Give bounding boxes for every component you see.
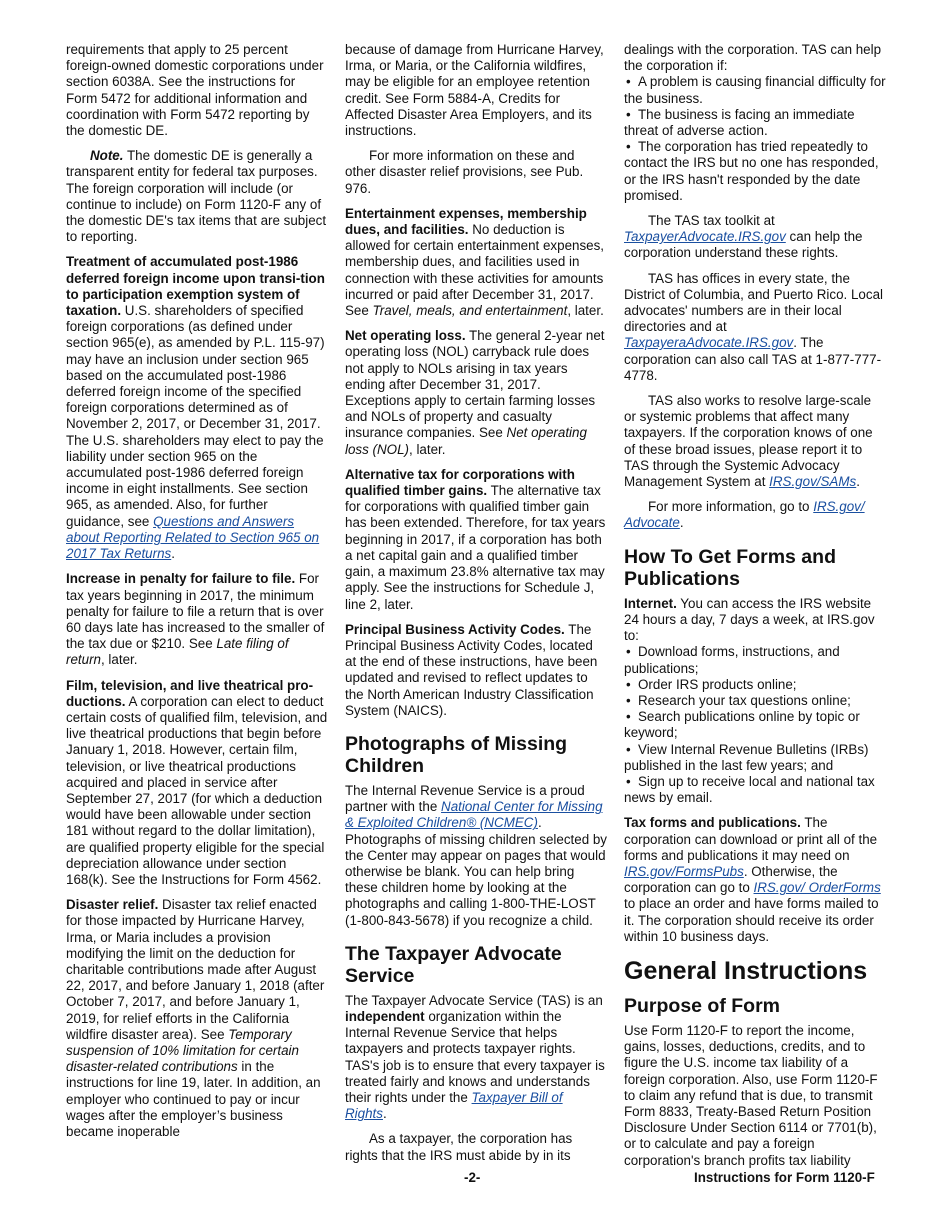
footer-form-name: Instructions for Form 1120-F <box>694 1170 875 1185</box>
entertainment-paragraph: Entertainment expenses, membership dues, and facilities. No deduction is allowed for certain entertainment expenses, membership dues, and facilities used in connection with these activities for amounts incurred or paid after December 31, 2017. See Travel, meals, and entertainment, later. <box>345 205 605 319</box>
list-item: • The business is facing an immediate threat of adverse action. <box>624 107 886 139</box>
paragraph: requirements that apply to 25 percent foreign-owned domestic corporations under section 6038A. See the instructions for Form 5472 for additional information and coordination with Form 5472 reporting by the domestic DE. <box>66 42 324 139</box>
taxpayer-bill-of-rights-link[interactable]: Taxpayer Bill of Rights <box>345 1089 563 1122</box>
film-paragraph: Film, television, and live theatrical pro-ductions. A corporation can elect to deduct certain costs of qualified film, television, and live theatrical productions that begin before January 1, 2018. However, certain film, television, or live theatrical productions acquired and placed in service after September 27, 2017 (for which a deduction would have been allowable under section 181 without regard to the dollar limitation), are qualified property eligible for the special depreciation allowance under section 168(k). See the Instructions for Form 4562. <box>66 677 328 887</box>
paragraph: For more information on these and other disaster relief provisions, see Pub. 976. <box>345 148 584 196</box>
run-in-heading: Net operating loss. <box>345 328 466 344</box>
list-item: • The corporation has tried repeatedly to contact the IRS but no one has responded, or the IRS hasn't responded by the date promised. <box>624 139 886 204</box>
column-1 <box>66 42 328 1149</box>
list-item: • Research your tax questions online; <box>624 693 886 709</box>
section-965-qa-link[interactable]: Questions and Answers about Reporting Related to Section 965 on 2017 Tax Returns <box>66 513 320 562</box>
paragraph: dealings with the corporation. TAS can help the corporation if: <box>624 42 882 74</box>
general-instructions-heading: General Instructions <box>624 956 868 985</box>
missing-children-paragraph: The Internal Revenue Service is a proud partner with the National Center for Missing & Exploited Children® (NCMEC). Photographs of missing children selected by the Center may appear on pages that would otherwise be blank. You can help bring these children home by looking at the photographs and calling 1-800-THE-LOST (1-800-843-5678) if you recognize a child. <box>345 782 608 928</box>
column-2 <box>345 42 607 1173</box>
paragraph: As a taxpayer, the corporation has rights that the IRS must abide by in its <box>345 1131 573 1163</box>
run-in-heading: Disaster relief. <box>66 897 159 913</box>
run-in-heading: Entertainment expenses, membership dues, and facilities. <box>345 205 587 238</box>
list-item: • Sign up to receive local and national tax news by email. <box>624 774 886 806</box>
section-heading-purpose: Purpose of Form <box>624 994 781 1017</box>
more-info-paragraph: For more information, go to IRS.gov/ Advocate. <box>624 499 865 531</box>
nol-paragraph: Net operating loss. The general 2-year net operating loss (NOL) carryback rule does not apply to NOLs arising in tax years ending after December 31, 2017. Exceptions apply to certain farming losses and NOLs of property and casualty insurance companies. See Net operating loss (NOL), later. <box>345 328 605 457</box>
offices-paragraph: TAS has offices in every state, the District of Columbia, and Puerto Rico. Local advocates' numbers are in their local directories and at TaxpayeraAdvocate.IRS.gov. The corporation can also call TAS at 1-877-777-4778. <box>624 270 883 383</box>
tax-forms-paragraph: Tax forms and publications. The corporation can download or print all of the forms and publications it may need on IRS.gov/FormsPubs. Otherwise, the corporation can go to IRS.gov/ OrderForms to place an order and have forms mailed to it. The corporation should receive its order within 10 business days. <box>624 815 881 944</box>
run-in-heading: Increase in penalty for failure to file. <box>66 571 296 587</box>
paragraph: because of damage from Hurricane Harvey, Irma, or Maria, or the California wildfires, may be eligible for an employee retention credit. See Form 5884-A, Credits for Affected Disaster Area Employers, and its instructions. <box>345 42 604 139</box>
list-item: • Order IRS products online; <box>624 677 886 693</box>
taxpayer-advocate-offices-link[interactable]: TaxpayeraAdvocate.IRS.gov <box>624 335 794 351</box>
note-label: Note. <box>90 148 124 164</box>
run-in-heading: Tax forms and publications. <box>624 815 801 831</box>
list-item: • A problem is causing financial difficulty for the business. <box>624 74 886 106</box>
tas-help-list <box>624 74 886 204</box>
section-heading-missing-children: Photographs of Missing Children <box>345 732 568 777</box>
purpose-paragraph: Use Form 1120-F to report the income, gains, losses, deductions, credits, and to figure the U.S. income tax liability of a foreign corporation. Also, use Form 1120-F to claim any refund that is due, to transmit Form 8833, Treaty-Based Return Position Disclosure Under Section 6114 or 7701(b), or to calculate and pay a foreign corporation's branch profits tax liability <box>624 1022 878 1168</box>
run-in-heading: Internet. <box>624 595 677 611</box>
run-in-heading: Principal Business Activity Codes. <box>345 621 565 637</box>
tas-paragraph: The Taxpayer Advocate Service (TAS) is an independent organization within the Internal Revenue Service that helps taxpayers and protects taxpayer rights. TAS's job is to ensure that every taxpayer is treated fairly and knows and understands their rights under the Taxpayer Bill of Rights. <box>345 992 605 1122</box>
section-heading-tas: The Taxpayer Advocate Service <box>345 942 562 987</box>
column-3 <box>624 42 886 1178</box>
note-paragraph: Note. The domestic DE is generally a transparent entity for federal tax purposes. The foreign corporation will include (or continue to include) on Form 1120-F any of the domestic DE's tax items that are subject to reporting. <box>66 148 327 245</box>
internet-list <box>624 644 886 806</box>
list-item: • View Internal Revenue Bulletins (IRBs) published in the last few years; and <box>624 742 886 774</box>
page-number: -2- <box>464 1170 481 1185</box>
run-in-heading: Treatment of accumulated post-1986 deferred foreign income upon transi-tion to participation exemption system of taxation. <box>66 254 325 319</box>
sams-link[interactable]: IRS.gov/SAMs <box>769 474 857 490</box>
taxpayer-advocate-link[interactable]: TaxpayerAdvocate.IRS.gov <box>624 229 786 245</box>
disaster-paragraph: Disaster relief. Disaster tax relief enacted for those impacted by Hurricane Harvey, Irma, or Maria includes a provision modifying the limit on the deduction for charitable contributions made after August 22, 2017, and before January 1, 2018 (after October 7, 2017, and before January 1, 2019, for relief efforts in the California wildfire disaster area). See Temporary suspension of 10% limitation for certain disaster-related contributions in the instructions for line 19, later. In addition, an employer who continued to pay or incur wages after the employer’s business became inoperable <box>66 897 325 1139</box>
section-965-paragraph: Treatment of accumulated post-1986 deferred foreign income upon transi-tion to participation exemption system of taxation. U.S. shareholders of specified foreign corporations (as defined under section 965(e), as amended by P.L. 115-97) may have an inclusion under section 965 based on the accumulated post-1986 deferred foreign income of the specified foreign corporations determined as of November 2, 2017, or December 31, 2017. The U.S. shareholders may elect to pay the liability under section 965 on the accumulated post-1986 deferred foreign income in eight installments. See section 965, as amended. Also, for further guidance, see Questions and Answers about Reporting Related to Section 965 on 2017 Tax Returns. <box>66 254 325 562</box>
internet-paragraph: Internet. You can access the IRS website 24 hours a day, 7 days a week, at IRS.gov to: <box>624 595 875 644</box>
order-forms-link[interactable]: IRS.gov/ OrderForms <box>753 880 881 896</box>
list-item: • Download forms, instructions, and publications; <box>624 644 886 676</box>
toolkit-paragraph: The TAS tax toolkit at TaxpayerAdvocate.IRS.gov can help the corporation understand these rights. <box>624 213 863 261</box>
run-in-heading: Alternative tax for corporations with qualified timber gains. <box>345 466 575 499</box>
forms-pubs-link[interactable]: IRS.gov/FormsPubs <box>624 863 744 879</box>
advocate-link[interactable]: IRS.gov/ Advocate <box>624 499 865 531</box>
timber-paragraph: Alternative tax for corporations with qualified timber gains. The alternative tax for corporations with qualified timber gain has been extended. Therefore, for tax years beginning in 2017, if a corporation has both a net capital gain and a qualified timber gain, a maximum 23.8% alternative tax may apply. See the instructions for Schedule J, line 2, later. <box>345 466 606 612</box>
section-heading-forms: How To Get Forms and Publications <box>624 545 836 590</box>
ncmec-link[interactable]: National Center for Missing & Exploited Children® (NCMEC) <box>345 799 603 831</box>
run-in-heading: Film, television, and live theatrical pro-ductions. <box>66 677 314 709</box>
penalty-paragraph: Increase in penalty for failure to file. For tax years beginning in 2017, the minimum penalty for failure to file a return that is over 60 days late has increased to the smaller of the tax due or $210. See Late filing of return, later. <box>66 571 325 668</box>
pba-paragraph: Principal Business Activity Codes. The Principal Business Activity Codes, located at the end of these instructions, have been updated and revised to reflect updates to the North American Industry Classification System (NAICS). <box>345 621 598 718</box>
list-item: • Search publications online by topic or keyword; <box>624 709 886 741</box>
systemic-paragraph: TAS also works to resolve large-scale or systemic problems that affect many taxpayers. If the corporation knows of one of these broad issues, please report it to TAS through the Systemic Advocacy Management System at IRS.gov/SAMs. <box>624 393 873 490</box>
